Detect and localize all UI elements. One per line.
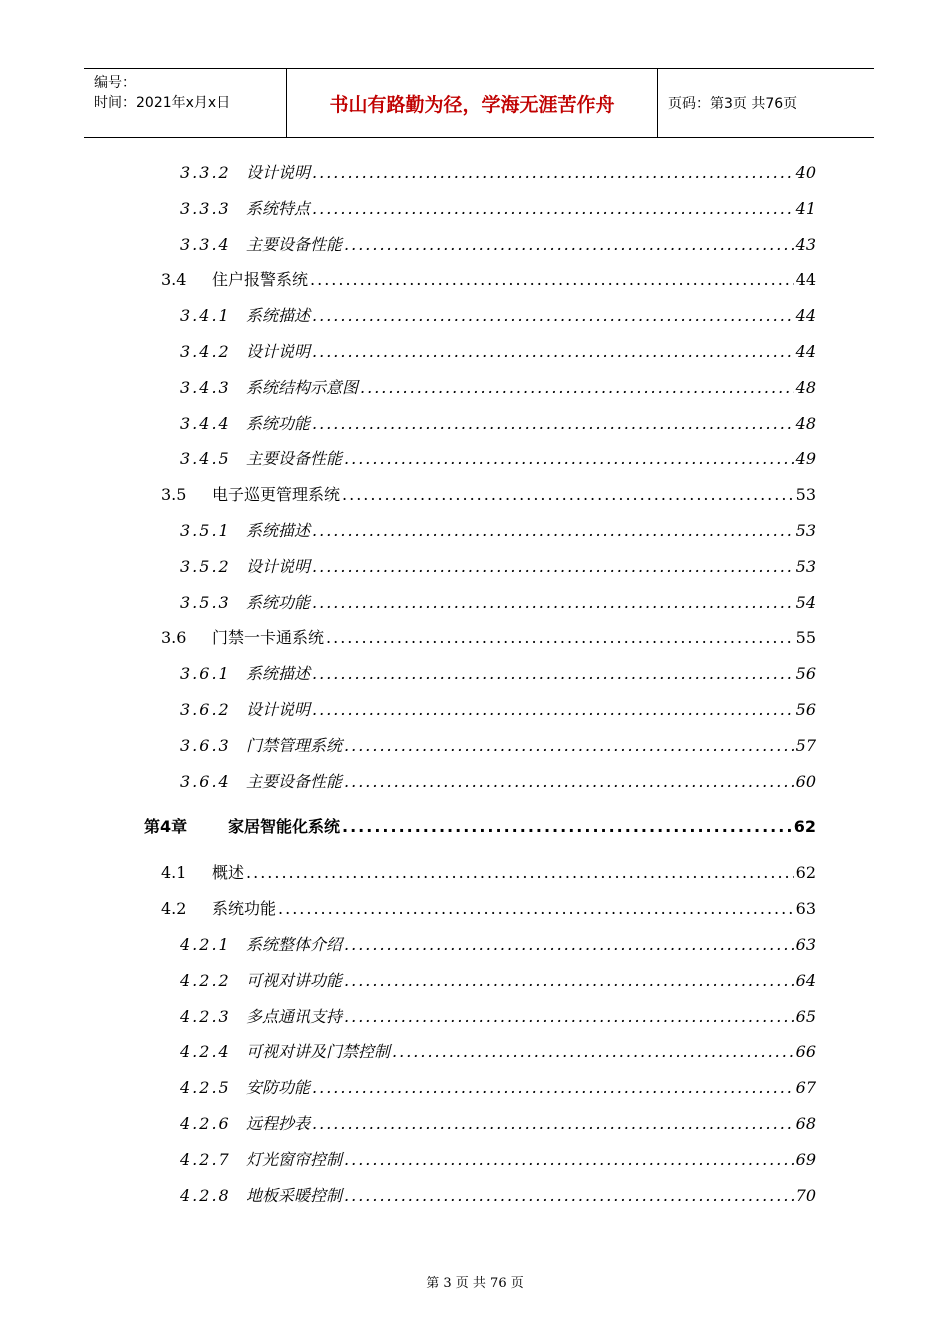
- toc-entry-number: 3.5.1: [180, 521, 231, 540]
- toc-entry[interactable]: [180, 1076, 816, 1100]
- toc-entry-title: 系统整体介绍: [246, 935, 343, 954]
- toc-dot-leader: [312, 304, 794, 328]
- toc-entry-title: 系统描述: [246, 664, 311, 684]
- toc-entry-title: 电子巡更管理系统: [212, 485, 341, 505]
- toc-entry-page: 60: [795, 771, 816, 791]
- toc-entry[interactable]: [180, 734, 816, 758]
- toc-entry-title: 系统功能: [246, 413, 311, 433]
- toc-entry-number: 4.2.6: [180, 1114, 231, 1133]
- toc-entry[interactable]: [180, 304, 816, 328]
- toc-entry-page: 48: [795, 413, 816, 433]
- toc-entry-title: 系统描述: [246, 521, 311, 540]
- time-label: 时间：2021年x月x日: [94, 95, 231, 111]
- toc-entry[interactable]: [161, 626, 816, 650]
- toc-entry-number: 3.6: [161, 628, 187, 648]
- toc-dot-leader: [344, 447, 794, 471]
- toc-entry-page: 40: [795, 163, 816, 182]
- toc-entry-number: 4.2.4: [180, 1042, 231, 1062]
- toc-entry-title: 主要设备性能: [246, 771, 343, 791]
- toc-entry-page: 63: [795, 899, 816, 919]
- toc-entry-number: 3.5: [161, 485, 187, 505]
- page-footer: 第 3 页 共 76 页: [426, 1276, 524, 1291]
- toc-entry-page: 44: [795, 270, 816, 290]
- toc-entry-title: 门禁管理系统: [246, 735, 343, 755]
- toc-entry-number: 4.2.8: [180, 1185, 231, 1205]
- toc-entry[interactable]: [161, 861, 816, 885]
- toc-entry[interactable]: [180, 770, 816, 794]
- toc-dot-leader: [312, 591, 794, 615]
- toc-entry[interactable]: [161, 268, 816, 292]
- toc-entry-number: 4.2.5: [180, 1078, 231, 1098]
- toc-entry-page: 48: [795, 377, 816, 397]
- toc-entry-page: 66: [795, 1042, 816, 1062]
- toc-entry[interactable]: [180, 1112, 816, 1136]
- header-motto: 书山有路勤为径，学海无涯苦作舟: [286, 69, 658, 137]
- toc-entry[interactable]: [161, 483, 816, 507]
- toc-entry-page: 49: [795, 449, 816, 469]
- toc-entry-title: 灯光窗帘控制: [246, 1149, 343, 1169]
- toc-entry-page: 63: [795, 935, 816, 954]
- toc-entry-number: 4.2.7: [180, 1149, 231, 1169]
- toc-dot-leader: [344, 734, 794, 758]
- toc-entry-page: 57: [795, 735, 816, 755]
- toc-entry[interactable]: [144, 815, 816, 839]
- toc-entry[interactable]: [161, 897, 816, 921]
- toc-entry[interactable]: [180, 662, 816, 686]
- toc-entry-page: 54: [795, 592, 816, 612]
- toc-dot-leader: [344, 969, 794, 993]
- toc-entry-number: 第4章: [144, 817, 188, 837]
- toc-entry-number: 3.3.4: [180, 234, 231, 254]
- toc-entry-title: 系统功能: [246, 592, 311, 612]
- toc-dot-leader: [312, 662, 794, 686]
- toc-entry-number: 3.4.5: [180, 449, 231, 469]
- toc-dot-leader: [342, 483, 794, 507]
- toc-entry-page: 53: [795, 521, 816, 540]
- toc-entry-title: 主要设备性能: [246, 234, 343, 254]
- toc-entry-number: 4.2: [161, 899, 187, 919]
- number-label: 编号：: [94, 75, 136, 91]
- toc-entry-page: 68: [795, 1114, 816, 1133]
- toc-dot-leader: [312, 1112, 794, 1136]
- toc-entry-page: 53: [795, 556, 816, 576]
- toc-entry-title: 概述: [212, 863, 245, 883]
- toc-dot-leader: [360, 376, 794, 400]
- toc-entry-title: 设计说明: [246, 163, 311, 182]
- toc-entry[interactable]: [180, 1148, 816, 1172]
- toc-entry[interactable]: [180, 1005, 816, 1029]
- toc-entry[interactable]: [180, 376, 816, 400]
- toc-entry-page: 62: [795, 863, 816, 883]
- toc-dot-leader: [310, 268, 794, 292]
- header-page-info: 页码：第3页 共76页: [668, 96, 798, 112]
- toc-dot-leader: [246, 861, 794, 885]
- toc-entry-title: 住户报警系统: [212, 270, 309, 290]
- toc-dot-leader: [344, 1184, 794, 1208]
- toc-entry-number: 3.6.4: [180, 771, 231, 791]
- toc-dot-leader: [312, 340, 794, 364]
- toc-entry[interactable]: [180, 698, 816, 722]
- toc-entry-number: 3.6.3: [180, 735, 231, 755]
- toc-dot-leader: [312, 197, 794, 221]
- toc-entry-number: 4.2.1: [180, 935, 231, 954]
- toc-entry[interactable]: [180, 591, 816, 615]
- toc-dot-leader: [392, 1040, 794, 1064]
- toc-entry-page: 56: [795, 700, 816, 719]
- toc-dot-leader: [312, 161, 794, 185]
- toc-entry-page: 53: [795, 485, 816, 505]
- toc-dot-leader: [312, 1076, 794, 1100]
- toc-entry-number: 3.4.1: [180, 306, 231, 326]
- toc-entry-title: 门禁一卡通系统: [212, 628, 325, 648]
- toc-entry[interactable]: [180, 161, 816, 185]
- toc-entry-number: 3.5.3: [180, 592, 231, 612]
- toc-entry[interactable]: [180, 412, 816, 436]
- toc-entry-number: 3.4.3: [180, 377, 231, 397]
- toc-entry[interactable]: [180, 555, 816, 579]
- toc-entry[interactable]: [180, 969, 816, 993]
- toc-entry-page: 64: [795, 970, 816, 990]
- toc-entry-page: 41: [795, 198, 816, 218]
- toc-entry-title: 远程抄表: [246, 1114, 311, 1133]
- toc-entry-number: 3.6.2: [180, 700, 231, 719]
- toc-dot-leader: [326, 626, 794, 650]
- toc-entry-page: 44: [795, 306, 816, 326]
- toc-dot-leader: [344, 1005, 794, 1029]
- toc-entry-title: 系统特点: [246, 198, 311, 218]
- toc-dot-leader: [312, 412, 794, 436]
- toc-entry-title: 家居智能化系统: [228, 817, 341, 837]
- toc-entry[interactable]: [180, 519, 816, 543]
- toc-entry-page: 69: [795, 1149, 816, 1169]
- toc-entry-number: 4.2.3: [180, 1006, 231, 1026]
- toc-entry[interactable]: [180, 340, 816, 364]
- toc-entry-page: 62: [793, 817, 816, 837]
- toc-entry-number: 3.4: [161, 270, 187, 290]
- toc-entry-title: 设计说明: [246, 700, 311, 719]
- toc-entry-title: 可视对讲及门禁控制: [246, 1042, 391, 1062]
- toc-entry-number: 4.2.2: [180, 970, 231, 990]
- toc-entry-title: 系统功能: [212, 899, 277, 919]
- toc-entry-number: 3.5.2: [180, 556, 231, 576]
- toc-entry-title: 设计说明: [246, 342, 311, 361]
- toc-dot-leader: [344, 770, 794, 794]
- toc-entry-number: 3.3.3: [180, 198, 231, 218]
- toc-entry-number: 3.4.2: [180, 342, 231, 361]
- toc-entry[interactable]: [180, 233, 816, 257]
- toc-entry-title: 主要设备性能: [246, 449, 343, 469]
- toc-dot-leader: [278, 897, 794, 921]
- toc-dot-leader: [344, 1148, 794, 1172]
- toc-entry-number: 4.1: [161, 863, 187, 883]
- toc-entry[interactable]: [180, 1184, 816, 1208]
- toc-entry[interactable]: [180, 1040, 816, 1064]
- toc-entry-page: 44: [795, 342, 816, 361]
- toc-entry-number: 3.4.4: [180, 413, 231, 433]
- toc-entry-title: 系统描述: [246, 306, 311, 326]
- toc-entry[interactable]: [180, 197, 816, 221]
- toc-dot-leader: [312, 519, 794, 543]
- toc-entry-number: 3.3.2: [180, 163, 231, 182]
- toc-dot-leader: [312, 698, 794, 722]
- toc-entry-page: 55: [795, 628, 816, 648]
- toc-dot-leader: [342, 815, 792, 839]
- toc-entry-number: 3.6.1: [180, 664, 231, 684]
- toc-entry-title: 可视对讲功能: [246, 970, 343, 990]
- toc-entry-title: 设计说明: [246, 556, 311, 576]
- toc-entry[interactable]: [180, 447, 816, 471]
- toc-entry-title: 系统结构示意图: [246, 377, 359, 397]
- toc-entry-title: 安防功能: [246, 1078, 311, 1098]
- toc-entry-page: 70: [795, 1185, 816, 1205]
- toc-dot-leader: [312, 555, 794, 579]
- toc-entry-title: 多点通讯支持: [246, 1006, 343, 1026]
- toc-entry-page: 65: [795, 1006, 816, 1026]
- toc-dot-leader: [344, 233, 794, 257]
- toc-entry-page: 43: [795, 234, 816, 254]
- toc-entry-title: 地板采暖控制: [246, 1185, 343, 1205]
- toc-entry-page: 56: [795, 664, 816, 684]
- toc-entry-page: 67: [795, 1078, 816, 1098]
- toc-entry[interactable]: [180, 933, 816, 957]
- toc-dot-leader: [344, 933, 794, 957]
